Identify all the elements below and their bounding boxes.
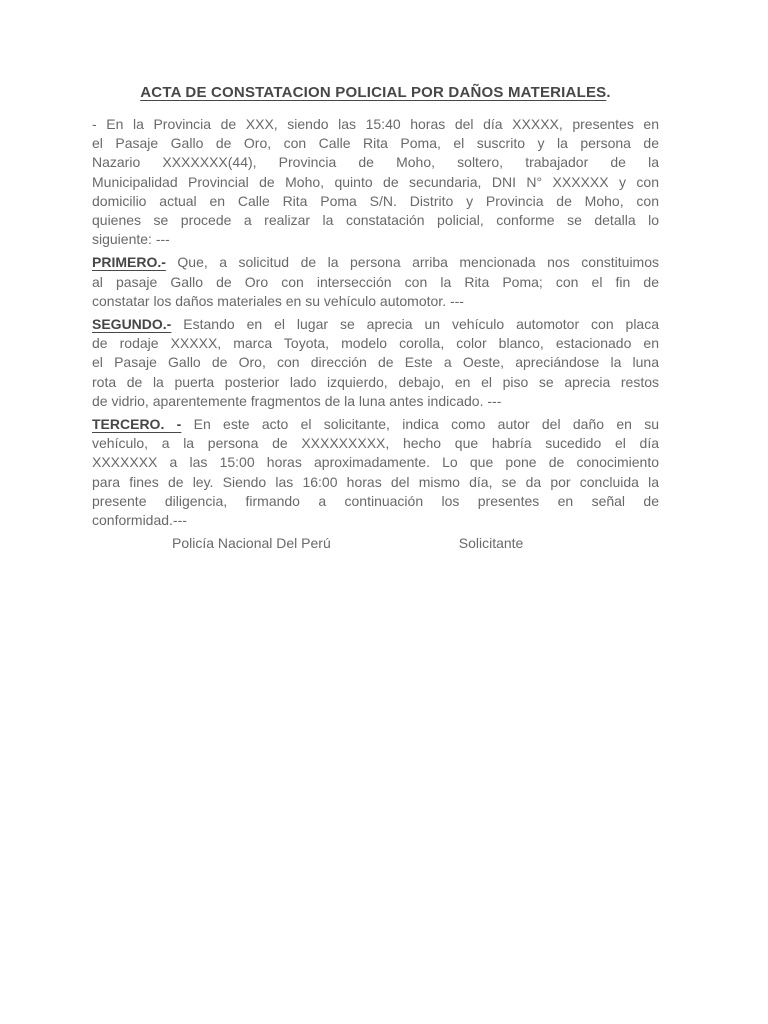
text-line: al pasaje Gallo de Oro con intersección con la Rita Poma; con el fin de: [92, 273, 659, 290]
text-line: el Pasaje Gallo de Oro, con dirección de Este a Oeste, apreciándose la luna: [92, 354, 659, 371]
tercero-paragraph: [92, 415, 659, 530]
text-line: para fines de ley. Siendo las 16:00 horas del mismo día, se da por concluida la: [92, 473, 659, 490]
text-line-part: Que, a solicitud de la persona arriba mencionada nos constituimos: [177, 254, 660, 271]
segundo-paragraph: [92, 315, 659, 411]
intro-paragraph: [92, 115, 659, 249]
text-line: de rodaje XXXXX, marca Toyota, modelo corolla, color blanco, estacionado en: [92, 335, 659, 352]
text-line: [92, 415, 659, 434]
text-line: Nazario XXXXXXX(44), Provincia de Moho, soltero, trabajador de la: [92, 154, 659, 171]
primero-paragraph: [92, 253, 659, 311]
primero-label: PRIMERO.-: [92, 254, 166, 271]
text-line: siguiente: ---: [92, 231, 170, 248]
signature-right-label: Solicitante: [458, 535, 524, 552]
signature-left-label: Policía Nacional Del Perú: [172, 535, 331, 552]
text-line: de vidrio, aparentemente fragmentos de la luna antes indicado. ---: [92, 392, 502, 409]
signature-row: [92, 534, 659, 553]
text-line: conformidad.---: [92, 512, 187, 529]
text-line: constatar los daños materiales en su vehículo automotor. ---: [92, 292, 464, 309]
text-line: [92, 315, 659, 334]
document-title-text: ACTA DE CONSTATACION POLICIAL POR DAÑOS MATERIALES: [140, 84, 607, 101]
text-line: XXXXXXX a las 15:00 horas aproximadamente. Lo que pone de conocimiento: [92, 454, 659, 471]
text-line: presente diligencia, firmando a continuación los presentes en señal de: [92, 492, 659, 509]
text-line-part: En este acto el solicitante, indica como autor del daño en su: [193, 416, 659, 433]
segundo-label: SEGUNDO.-: [92, 316, 172, 333]
text-line: domicilio actual en Calle Rita Poma S/N. Distrito y Provincia de Moho, con: [92, 192, 659, 209]
text-line: [92, 253, 659, 272]
text-line: vehículo, a la persona de XXXXXXXXX, hecho que habría sucedido el día: [92, 435, 659, 452]
text-line: el Pasaje Gallo de Oro, con Calle Rita Poma, el suscrito y la persona de: [92, 135, 659, 152]
tercero-label: TERCERO. -: [92, 416, 182, 433]
document-content: [92, 82, 659, 553]
document-title-period: .: [606, 84, 611, 101]
text-line: rota de la puerta posterior lado izquierdo, debajo, en el piso se aprecia restos: [92, 373, 659, 390]
document-title: [92, 82, 659, 103]
text-line: - En la Provincia de XXX, siendo las 15:40 horas del día XXXXX, presentes en: [92, 116, 659, 132]
text-line: quienes se procede a realizar la constatación policial, conforme se detalla lo: [92, 212, 659, 229]
text-line-part: Estando en el lugar se aprecia un vehículo automotor con placa: [183, 316, 659, 333]
text-line: Municipalidad Provincial de Moho, quinto de secundaria, DNI N° XXXXXX y con: [92, 173, 659, 190]
